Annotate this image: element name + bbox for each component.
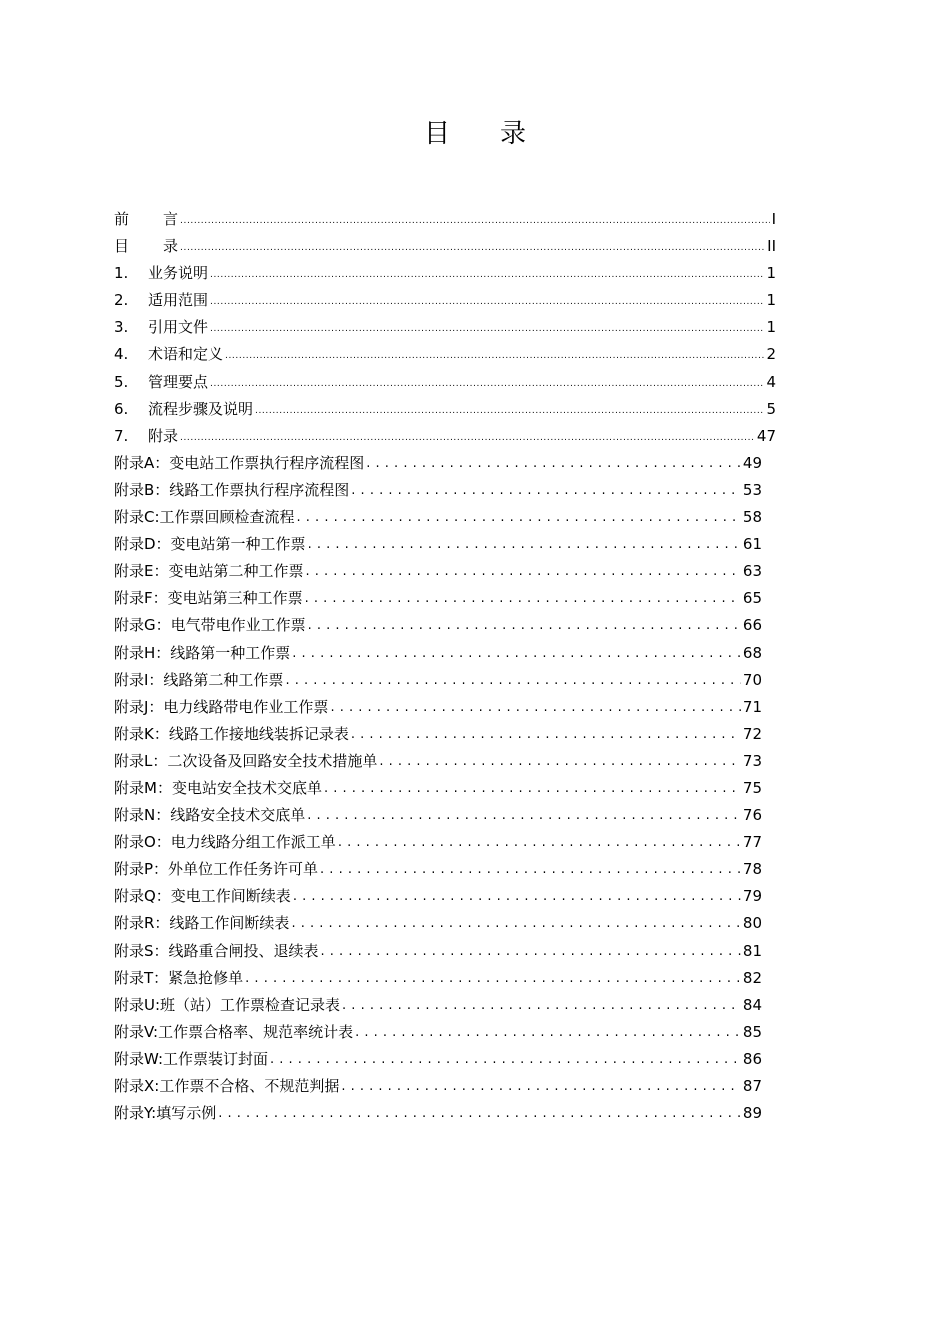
toc-chapter-number: 2. — [114, 291, 129, 310]
toc-chapter-number: 6. — [114, 399, 129, 418]
toc-entry-appendix[interactable] — [114, 506, 776, 533]
toc-label: 术语和定义 — [148, 345, 224, 364]
toc-label: 附录P：外单位工作任务许可单 — [114, 860, 319, 879]
title-char-2: 录 — [500, 119, 527, 149]
toc-label: 附录Q：变电工作间断续表 — [114, 887, 291, 906]
toc-label-char: 目 — [114, 237, 130, 256]
toc-page-number: 81 — [742, 941, 762, 960]
toc-chapter-number: 7. — [114, 426, 129, 445]
toc-label: 附录R：线路工作间断续表 — [114, 914, 290, 933]
toc-page-number: 4 — [766, 372, 776, 391]
toc-page-number: 61 — [742, 535, 762, 554]
toc-label: 附录H：线路第一种工作票 — [114, 643, 291, 662]
toc-entry-appendix[interactable] — [114, 560, 776, 587]
toc-label: 附录S：线路重合闸投、退续表 — [114, 941, 319, 960]
toc-page-number: 1 — [766, 291, 776, 310]
toc-page-number: 58 — [742, 508, 762, 527]
toc-entry-chapter[interactable] — [114, 371, 776, 398]
toc-entry-appendix[interactable] — [114, 1102, 776, 1129]
toc-entry-chapter[interactable] — [114, 262, 776, 289]
toc-page-number: 72 — [742, 724, 762, 743]
toc-entry-chapter[interactable] — [114, 316, 776, 343]
toc-leader — [307, 805, 741, 823]
toc-entry-chapter[interactable] — [114, 343, 776, 370]
toc-leader — [351, 724, 741, 742]
toc-leader — [338, 832, 741, 850]
toc-page-number: 89 — [742, 1104, 762, 1123]
toc-entry-appendix[interactable] — [114, 669, 776, 696]
table-of-contents — [114, 208, 776, 1129]
toc-entry-chapter[interactable] — [114, 289, 776, 316]
toc-label: 附录W:工作票装订封面 — [114, 1049, 269, 1068]
toc-leader — [210, 263, 764, 281]
toc-leader — [355, 1022, 741, 1040]
toc-page-number: 1 — [766, 318, 776, 337]
toc-label-char: 前 — [114, 210, 130, 228]
toc-label: 附录C:工作票回顾检查流程 — [114, 508, 295, 527]
toc-entry-appendix[interactable] — [114, 696, 776, 723]
toc-page-number: 73 — [742, 751, 762, 770]
toc-page-number: 79 — [742, 887, 762, 906]
toc-label: 附录K：线路工作接地线装拆记录表 — [114, 724, 349, 743]
toc-page-number: 86 — [742, 1049, 762, 1068]
toc-leader — [351, 480, 741, 498]
toc-entry-appendix[interactable] — [114, 940, 776, 967]
toc-page-number: 66 — [742, 616, 762, 635]
toc-leader — [180, 426, 755, 444]
toc-label: 附录T：紧急抢修单 — [114, 968, 244, 987]
toc-leader — [292, 643, 741, 661]
toc-page-number: 47 — [756, 426, 776, 445]
toc-chapter-number: 1. — [114, 264, 129, 283]
title-char-1: 目 — [424, 119, 451, 149]
toc-page-number: 1 — [766, 264, 776, 283]
toc-leader — [218, 1103, 741, 1121]
toc-entry-appendix[interactable] — [114, 614, 776, 641]
toc-entry-appendix[interactable] — [114, 642, 776, 669]
toc-page-number: 5 — [766, 399, 776, 418]
toc-leader — [366, 453, 741, 471]
toc-label: 附录E：变电站第二种工作票 — [114, 562, 304, 581]
toc-page-number: I — [771, 210, 776, 228]
toc-label: 附录M：变电站安全技术交底单 — [114, 778, 322, 797]
toc-page-number: 75 — [742, 778, 762, 797]
toc-label: 附录D：变电站第一种工作票 — [114, 535, 306, 554]
toc-page-number: 65 — [742, 589, 762, 608]
toc-entry-appendix[interactable] — [114, 885, 776, 912]
toc-label: 附录U:班（站）工作票检查记录表 — [114, 995, 341, 1014]
toc-label: 附录L：二次设备及回路安全技术措施单 — [114, 751, 378, 770]
toc-label: 附录X:工作票不合格、不规范判据 — [114, 1077, 340, 1095]
toc-leader — [210, 317, 764, 335]
toc-page-number: 70 — [742, 670, 762, 689]
toc-page-number: 76 — [742, 806, 762, 825]
toc-label: 附录B：线路工作票执行程序流程图 — [114, 480, 350, 499]
toc-leader — [330, 697, 740, 715]
toc-entry-chapter[interactable] — [114, 398, 776, 425]
toc-leader — [305, 561, 740, 579]
toc-leader — [324, 778, 741, 796]
toc-label-char: 录 — [163, 237, 179, 256]
toc-page-number: 49 — [742, 453, 762, 472]
toc-page-number: 82 — [742, 968, 762, 987]
toc-entry-chapter[interactable] — [114, 425, 776, 452]
toc-entry-appendix[interactable] — [114, 912, 776, 939]
toc-leader — [341, 1076, 741, 1094]
toc-leader — [297, 507, 741, 525]
toc-entry-appendix[interactable] — [114, 533, 776, 560]
toc-leader — [342, 995, 741, 1013]
toc-page-number: 53 — [742, 480, 762, 499]
toc-label: 附录O：电力线路分组工作派工单 — [114, 833, 336, 852]
toc-label: 附录V:工作票合格率、规范率统计表 — [114, 1022, 354, 1041]
toc-label: 适用范围 — [148, 291, 209, 310]
toc-chapter-number: 5. — [114, 372, 129, 391]
toc-leader — [293, 886, 741, 904]
toc-leader — [321, 941, 741, 959]
toc-label: 附录 — [148, 426, 179, 445]
toc-entry-contents[interactable] — [114, 235, 776, 262]
toc-chapter-number: 3. — [114, 318, 129, 337]
toc-page-number: 77 — [742, 833, 762, 852]
toc-leader — [305, 588, 741, 606]
toc-label: 流程步骤及说明 — [148, 399, 254, 418]
toc-leader — [291, 913, 740, 931]
toc-leader — [210, 372, 764, 390]
toc-page-number: 87 — [742, 1077, 762, 1095]
toc-entry-appendix[interactable] — [114, 804, 776, 831]
toc-page-number: II — [767, 237, 776, 256]
toc-leader — [225, 344, 764, 362]
toc-leader — [285, 670, 740, 688]
toc-entry-appendix[interactable] — [114, 452, 776, 479]
toc-page-number: 68 — [742, 643, 762, 662]
toc-leader — [245, 968, 741, 986]
toc-page-number: 84 — [742, 995, 762, 1014]
toc-entry-appendix[interactable] — [114, 1021, 776, 1048]
toc-entry-preface[interactable] — [114, 208, 776, 235]
toc-chapter-number: 4. — [114, 345, 129, 364]
toc-leader — [308, 534, 741, 552]
toc-page-number: 2 — [766, 345, 776, 364]
toc-label-char: 言 — [163, 210, 179, 228]
toc-leader — [210, 290, 764, 308]
toc-leader — [270, 1049, 741, 1067]
toc-label: 附录G：电气带电作业工作票 — [114, 616, 306, 635]
toc-entry-appendix[interactable] — [114, 777, 776, 804]
toc-entry-appendix[interactable] — [114, 967, 776, 994]
toc-page-number: 85 — [742, 1022, 762, 1041]
toc-page-number: 78 — [742, 860, 762, 879]
page-title — [0, 113, 950, 150]
toc-page-number: 80 — [742, 914, 762, 933]
toc-leader — [379, 751, 741, 769]
toc-leader — [320, 859, 741, 877]
toc-entry-appendix[interactable] — [114, 587, 776, 614]
toc-label: 附录F：变电站第三种工作票 — [114, 589, 303, 608]
toc-entry-appendix[interactable] — [114, 1048, 776, 1075]
toc-entry-appendix[interactable] — [114, 994, 776, 1021]
toc-page-number: 71 — [742, 697, 762, 716]
toc-entry-appendix[interactable] — [114, 858, 776, 885]
toc-label: 附录J：电力线路带电作业工作票 — [114, 697, 329, 716]
toc-page-number: 63 — [742, 562, 762, 581]
toc-entry-appendix[interactable] — [114, 750, 776, 777]
toc-label: 附录A：变电站工作票执行程序流程图 — [114, 453, 365, 472]
toc-label: 管理要点 — [148, 372, 209, 391]
toc-label: 业务说明 — [148, 264, 209, 283]
toc-label: 引用文件 — [148, 318, 209, 337]
toc-leader — [308, 615, 741, 633]
toc-entry-appendix[interactable] — [114, 479, 776, 506]
toc-entry-appendix[interactable] — [114, 1075, 776, 1102]
toc-leader — [180, 236, 765, 254]
toc-label: 附录Y:填写示例 — [114, 1104, 217, 1123]
toc-label: 附录N：线路安全技术交底单 — [114, 806, 306, 825]
toc-entry-appendix[interactable] — [114, 723, 776, 750]
toc-label: 附录I：线路第二种工作票 — [114, 670, 284, 689]
toc-entry-appendix[interactable] — [114, 831, 776, 858]
toc-leader — [180, 209, 770, 227]
toc-leader — [255, 399, 764, 417]
